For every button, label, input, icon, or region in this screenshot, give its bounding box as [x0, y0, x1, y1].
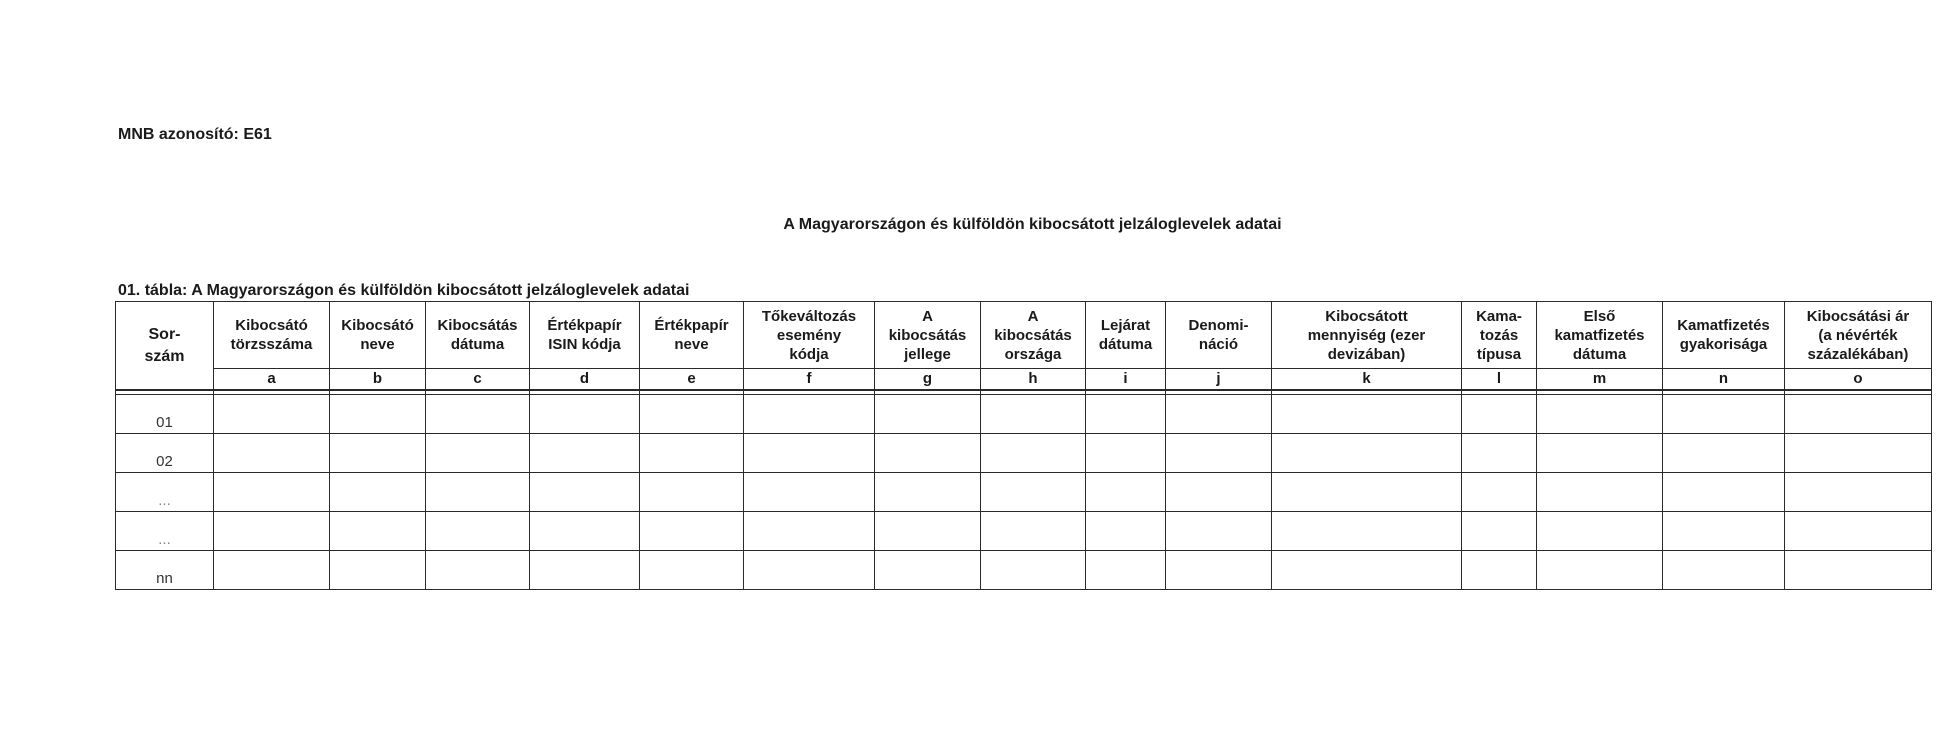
cell-g[interactable] — [875, 395, 981, 434]
col-header-j: Denomi- náció — [1166, 302, 1272, 369]
col-code-e: e — [640, 369, 744, 391]
table-row — [116, 551, 1932, 590]
col-code-l: l — [1462, 369, 1537, 391]
cell-c[interactable] — [426, 395, 530, 434]
cell-a[interactable] — [214, 512, 330, 551]
col-header-a: Kibocsátó törzsszáma — [214, 302, 330, 369]
cell-a[interactable] — [214, 434, 330, 473]
cell-d[interactable] — [530, 434, 640, 473]
table-row — [116, 512, 1932, 551]
col-header-sorszam: Sor- szám — [116, 302, 214, 391]
cell-b[interactable] — [330, 551, 426, 590]
cell-n[interactable] — [1663, 473, 1785, 512]
cell-c[interactable] — [426, 434, 530, 473]
cell-m[interactable] — [1537, 434, 1663, 473]
cell-i[interactable] — [1086, 473, 1166, 512]
cell-g[interactable] — [875, 434, 981, 473]
col-header-d: Értékpapír ISIN kódja — [530, 302, 640, 369]
col-code-k: k — [1272, 369, 1462, 391]
cell-i[interactable] — [1086, 395, 1166, 434]
col-header-b: Kibocsátó neve — [330, 302, 426, 369]
row-number: 02 — [116, 434, 214, 473]
table-row — [116, 434, 1932, 473]
cell-h[interactable] — [981, 512, 1086, 551]
col-header-l: Kama- tozás típusa — [1462, 302, 1537, 369]
cell-a[interactable] — [214, 473, 330, 512]
col-code-a: a — [214, 369, 330, 391]
cell-j[interactable] — [1166, 395, 1272, 434]
document-title: A Magyarországon és külföldön kibocsátott jelzáloglevelek adatai — [783, 216, 1282, 233]
col-header-c: Kibocsátás dátuma — [426, 302, 530, 369]
col-code-i: i — [1086, 369, 1166, 391]
cell-o[interactable] — [1785, 473, 1932, 512]
cell-n[interactable] — [1663, 551, 1785, 590]
cell-e[interactable] — [640, 395, 744, 434]
cell-f[interactable] — [744, 434, 875, 473]
cell-j[interactable] — [1166, 473, 1272, 512]
cell-c[interactable] — [426, 551, 530, 590]
cell-m[interactable] — [1537, 551, 1663, 590]
cell-i[interactable] — [1086, 434, 1166, 473]
cell-k[interactable] — [1272, 512, 1462, 551]
cell-c[interactable] — [426, 473, 530, 512]
cell-j[interactable] — [1166, 434, 1272, 473]
col-header-m: Első kamatfizetés dátuma — [1537, 302, 1663, 369]
cell-l[interactable] — [1462, 512, 1537, 551]
col-header-f: Tőkeváltozás esemény kódja — [744, 302, 875, 369]
cell-e[interactable] — [640, 551, 744, 590]
cell-a[interactable] — [214, 551, 330, 590]
cell-h[interactable] — [981, 395, 1086, 434]
col-header-n: Kamatfizetés gyakorisága — [1663, 302, 1785, 369]
cell-b[interactable] — [330, 395, 426, 434]
cell-l[interactable] — [1462, 551, 1537, 590]
cell-o[interactable] — [1785, 434, 1932, 473]
cell-k[interactable] — [1272, 434, 1462, 473]
cell-b[interactable] — [330, 512, 426, 551]
cell-h[interactable] — [981, 434, 1086, 473]
cell-d[interactable] — [530, 473, 640, 512]
cell-c[interactable] — [426, 512, 530, 551]
cell-l[interactable] — [1462, 395, 1537, 434]
cell-f[interactable] — [744, 551, 875, 590]
cell-n[interactable] — [1663, 512, 1785, 551]
cell-i[interactable] — [1086, 512, 1166, 551]
row-number: ... — [116, 512, 214, 551]
cell-f[interactable] — [744, 473, 875, 512]
col-code-h: h — [981, 369, 1086, 391]
cell-k[interactable] — [1272, 551, 1462, 590]
cell-o[interactable] — [1785, 512, 1932, 551]
col-code-m: m — [1537, 369, 1663, 391]
cell-b[interactable] — [330, 473, 426, 512]
cell-a[interactable] — [214, 395, 330, 434]
cell-m[interactable] — [1537, 395, 1663, 434]
cell-g[interactable] — [875, 512, 981, 551]
cell-l[interactable] — [1462, 434, 1537, 473]
cell-d[interactable] — [530, 551, 640, 590]
col-code-j: j — [1166, 369, 1272, 391]
col-header-i: Lejárat dátuma — [1086, 302, 1166, 369]
col-code-d: d — [530, 369, 640, 391]
table-row — [116, 395, 1932, 434]
cell-j[interactable] — [1166, 512, 1272, 551]
col-code-f: f — [744, 369, 875, 391]
cell-h[interactable] — [981, 473, 1086, 512]
cell-h[interactable] — [981, 551, 1086, 590]
col-header-k: Kibocsátott mennyiség (ezer devizában) — [1272, 302, 1462, 369]
cell-k[interactable] — [1272, 473, 1462, 512]
cell-j[interactable] — [1166, 551, 1272, 590]
row-number: ... — [116, 473, 214, 512]
cell-d[interactable] — [530, 512, 640, 551]
col-header-h: A kibocsátás országa — [981, 302, 1086, 369]
col-code-o: o — [1785, 369, 1932, 391]
col-code-g: g — [875, 369, 981, 391]
cell-e[interactable] — [640, 434, 744, 473]
cell-e[interactable] — [640, 473, 744, 512]
cell-n[interactable] — [1663, 434, 1785, 473]
cell-g[interactable] — [875, 473, 981, 512]
col-code-n: n — [1663, 369, 1785, 391]
col-code-b: b — [330, 369, 426, 391]
cell-f[interactable] — [744, 512, 875, 551]
table-row — [116, 473, 1932, 512]
cell-k[interactable] — [1272, 395, 1462, 434]
cell-d[interactable] — [530, 395, 640, 434]
data-table — [115, 301, 1932, 590]
col-header-e: Értékpapír neve — [640, 302, 744, 369]
cell-m[interactable] — [1537, 473, 1663, 512]
col-code-c: c — [426, 369, 530, 391]
cell-f[interactable] — [744, 395, 875, 434]
cell-n[interactable] — [1663, 395, 1785, 434]
row-number: 01 — [116, 395, 214, 434]
cell-g[interactable] — [875, 551, 981, 590]
cell-o[interactable] — [1785, 395, 1932, 434]
mnb-identifier: MNB azonosító: E61 — [118, 126, 272, 143]
cell-i[interactable] — [1086, 551, 1166, 590]
table-title: 01. tábla: A Magyarországon és külföldön kibocsátott jelzáloglevelek adatai — [118, 282, 690, 299]
row-number: nn — [116, 551, 214, 590]
cell-m[interactable] — [1537, 512, 1663, 551]
col-header-g: A kibocsátás jellege — [875, 302, 981, 369]
cell-l[interactable] — [1462, 473, 1537, 512]
cell-e[interactable] — [640, 512, 744, 551]
col-header-o: Kibocsátási ár (a névérték százalékában) — [1785, 302, 1932, 369]
cell-o[interactable] — [1785, 551, 1932, 590]
cell-b[interactable] — [330, 434, 426, 473]
